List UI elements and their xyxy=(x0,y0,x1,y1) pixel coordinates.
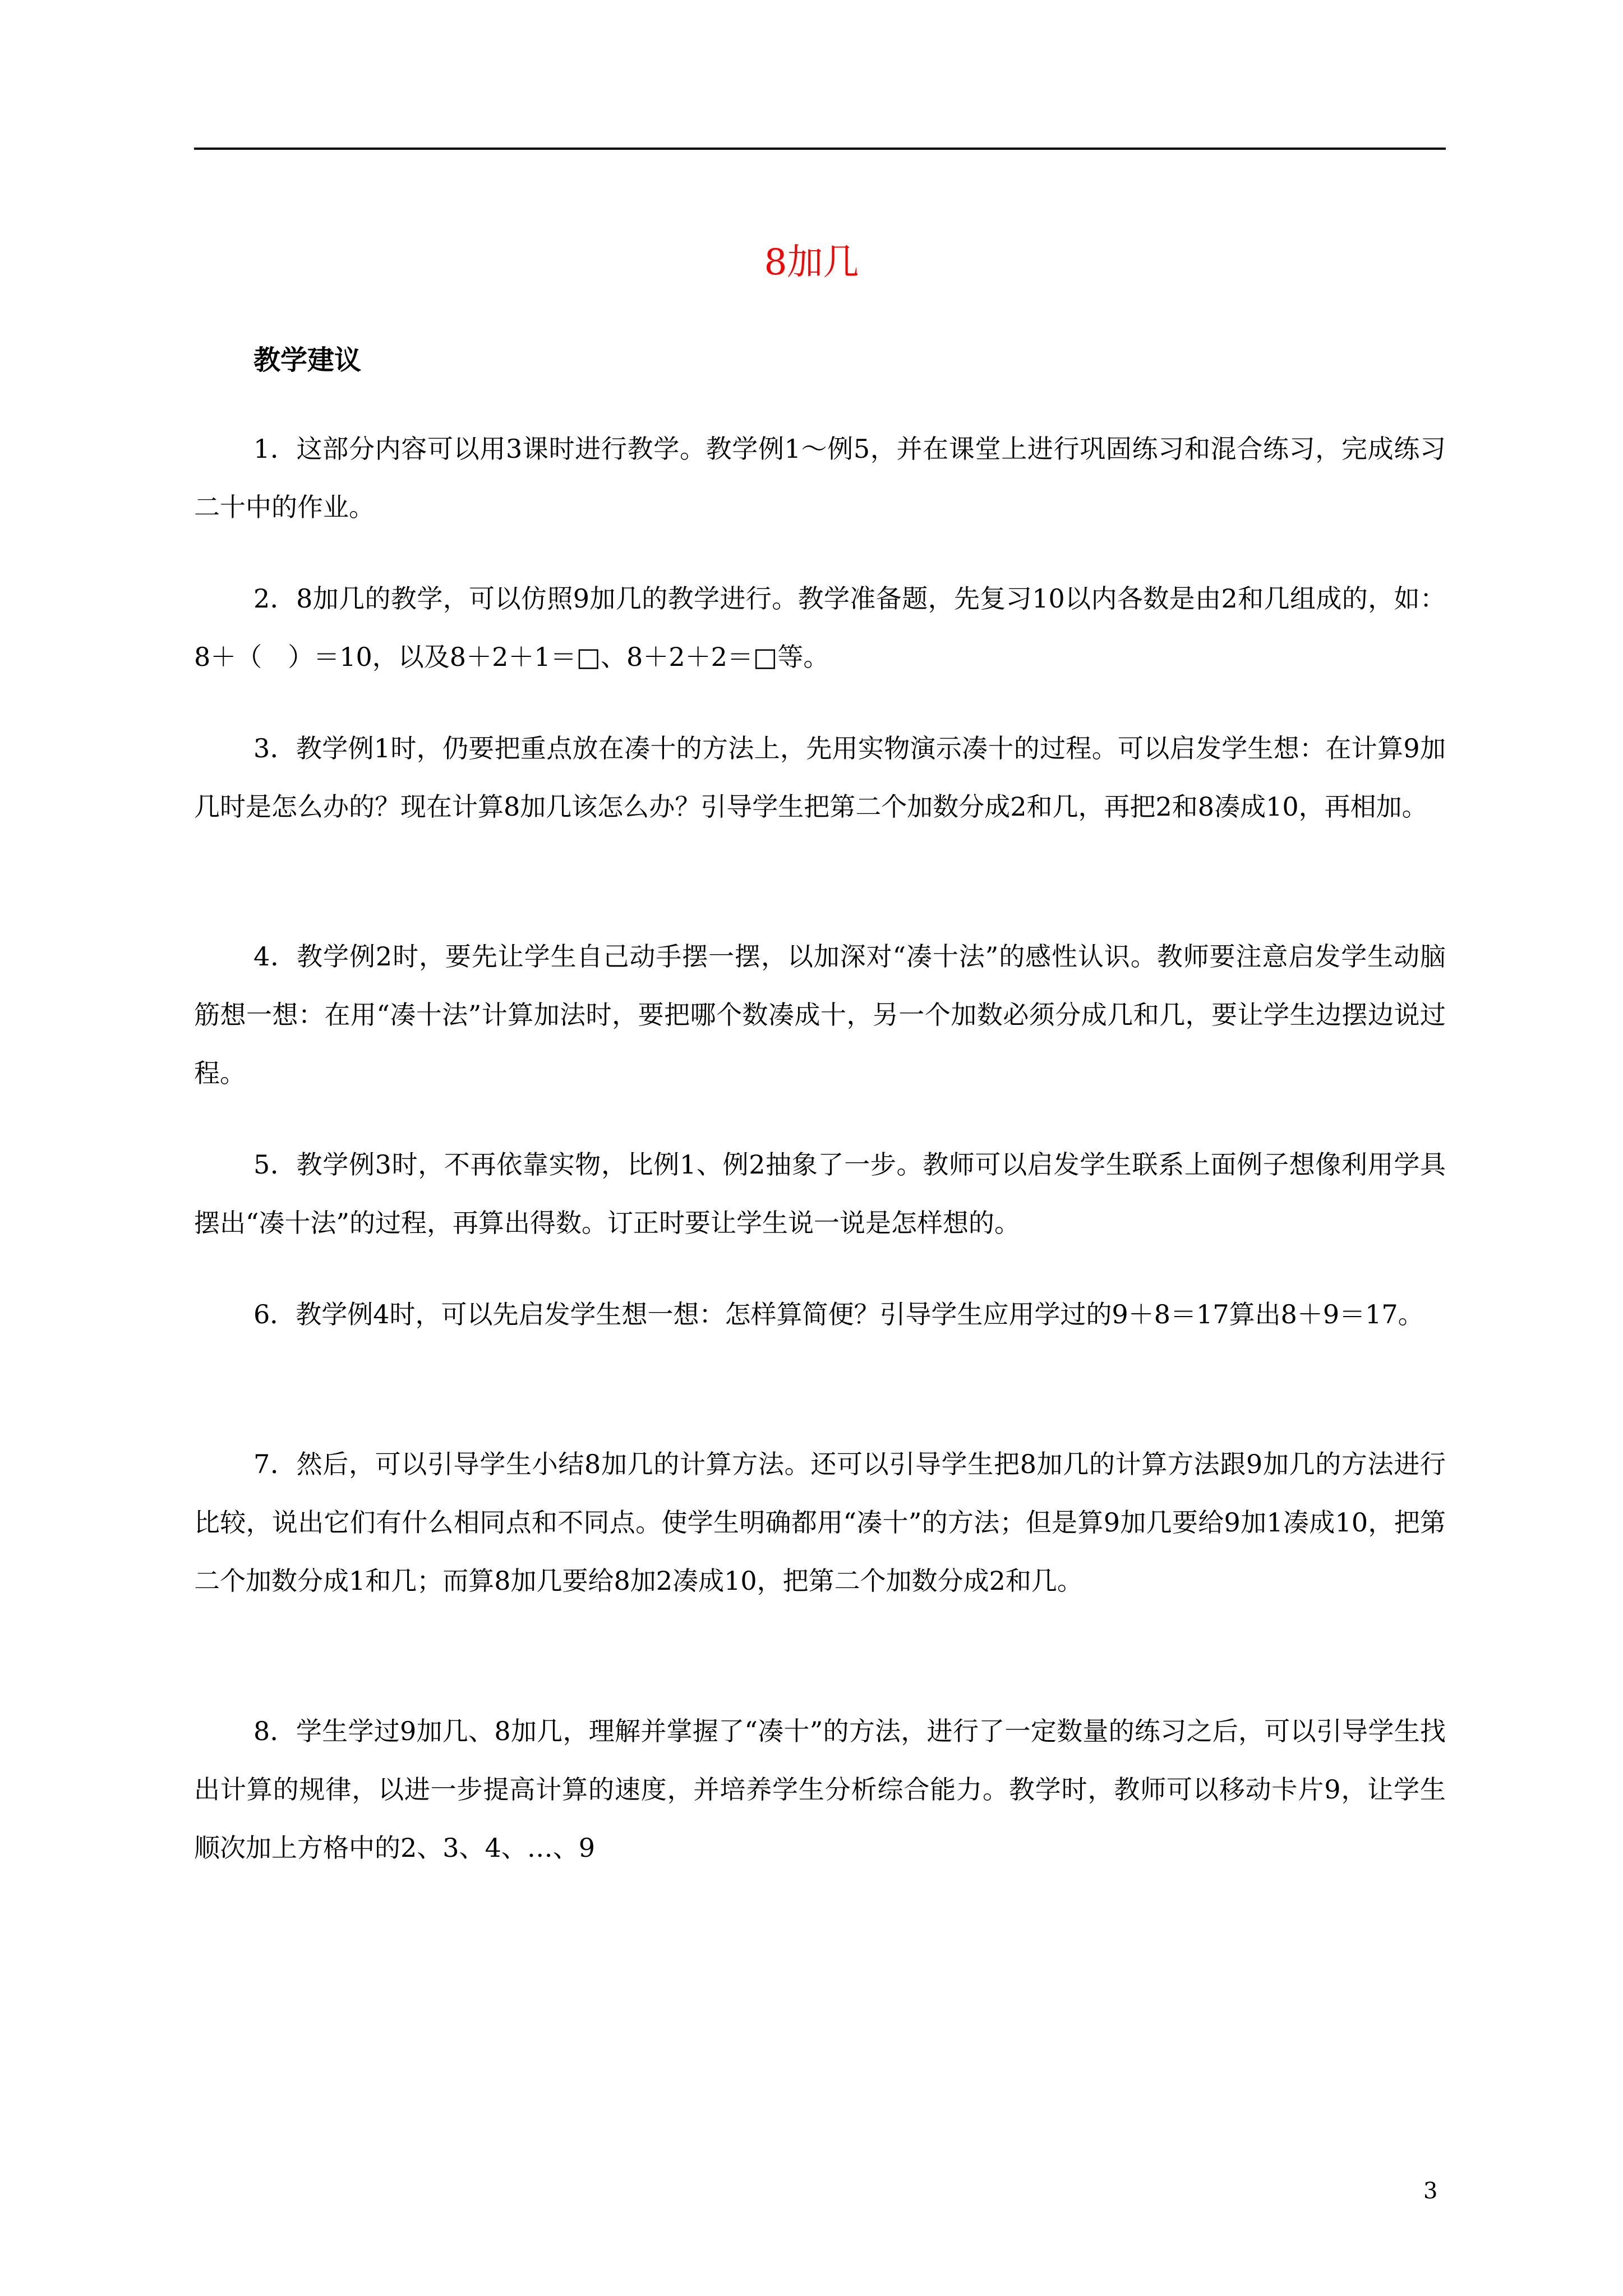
paragraph-4: 4．教学例2时，要先让学生自己动手摆一摆，以加深对“凑十法”的感性认识。教师要注意启发学生动脑筋想一想：在用“凑十法”计算加法时，要把哪个数凑成十，另一个加数必须分成几和几，要让学生边摆边说过程。 xyxy=(194,941,1446,1088)
paragraph-1: 1．这部分内容可以用3课时进行教学。教学例1～例5，并在课堂上进行巩固练习和混合练习，完成练习二十中的作业。 xyxy=(194,434,1446,522)
paragraph-7: 7．然后，可以引导学生小结8加几的计算方法。还可以引导学生把8加几的计算方法跟9加几的方法进行比较，说出它们有什么相同点和不同点。使学生明确都用“凑十”的方法；但是算9加几要给9加1凑成10，把第二个加数分成1和几；而算8加几要给8加2凑成10，把第二个加数分成2和几。 xyxy=(194,1449,1446,1596)
document-title: 8加几 xyxy=(764,242,859,283)
page-number: 3 xyxy=(1423,2178,1438,2204)
section-heading: 教学建议 xyxy=(253,344,362,376)
paragraph-8: 8．学生学过9加几、8加几，理解并掌握了“凑十”的方法，进行了一定数量的练习之后，可以引导学生找出计算的规律，以进一步提高计算的速度，并培养学生分析综合能力。教学时，教师可以移动卡片9，让学生顺次加上方格中的2、3、4、…、9 xyxy=(194,1716,1446,1863)
paragraph-2: 2．8加几的教学，可以仿照9加几的教学进行。教学准备题，先复习10以内各数是由2和几组成的，如：8＋（ ）＝10，以及8＋2＋1＝□、8＋2＋2＝□等。 xyxy=(194,583,1446,672)
paragraph-3: 3．教学例1时，仍要把重点放在凑十的方法上，先用实物演示凑十的过程。可以启发学生想：在计算9加几时是怎么办的？现在计算8加几该怎么办？引导学生把第二个加数分成2和几，再把2和8凑成10，再相加。 xyxy=(194,733,1446,822)
paragraph-5: 5．教学例3时，不再依靠实物，比例1、例2抽象了一步。教师可以启发学生联系上面例子想像利用学具摆出“凑十法”的过程，再算出得数。订正时要让学生说一说是怎样想的。 xyxy=(194,1149,1446,1238)
paragraph-6: 6．教学例4时，可以先启发学生想一想：怎样算简便？引导学生应用学过的9＋8＝17算出8＋9＝17。 xyxy=(253,1299,1424,1329)
header-rule xyxy=(194,148,1446,150)
